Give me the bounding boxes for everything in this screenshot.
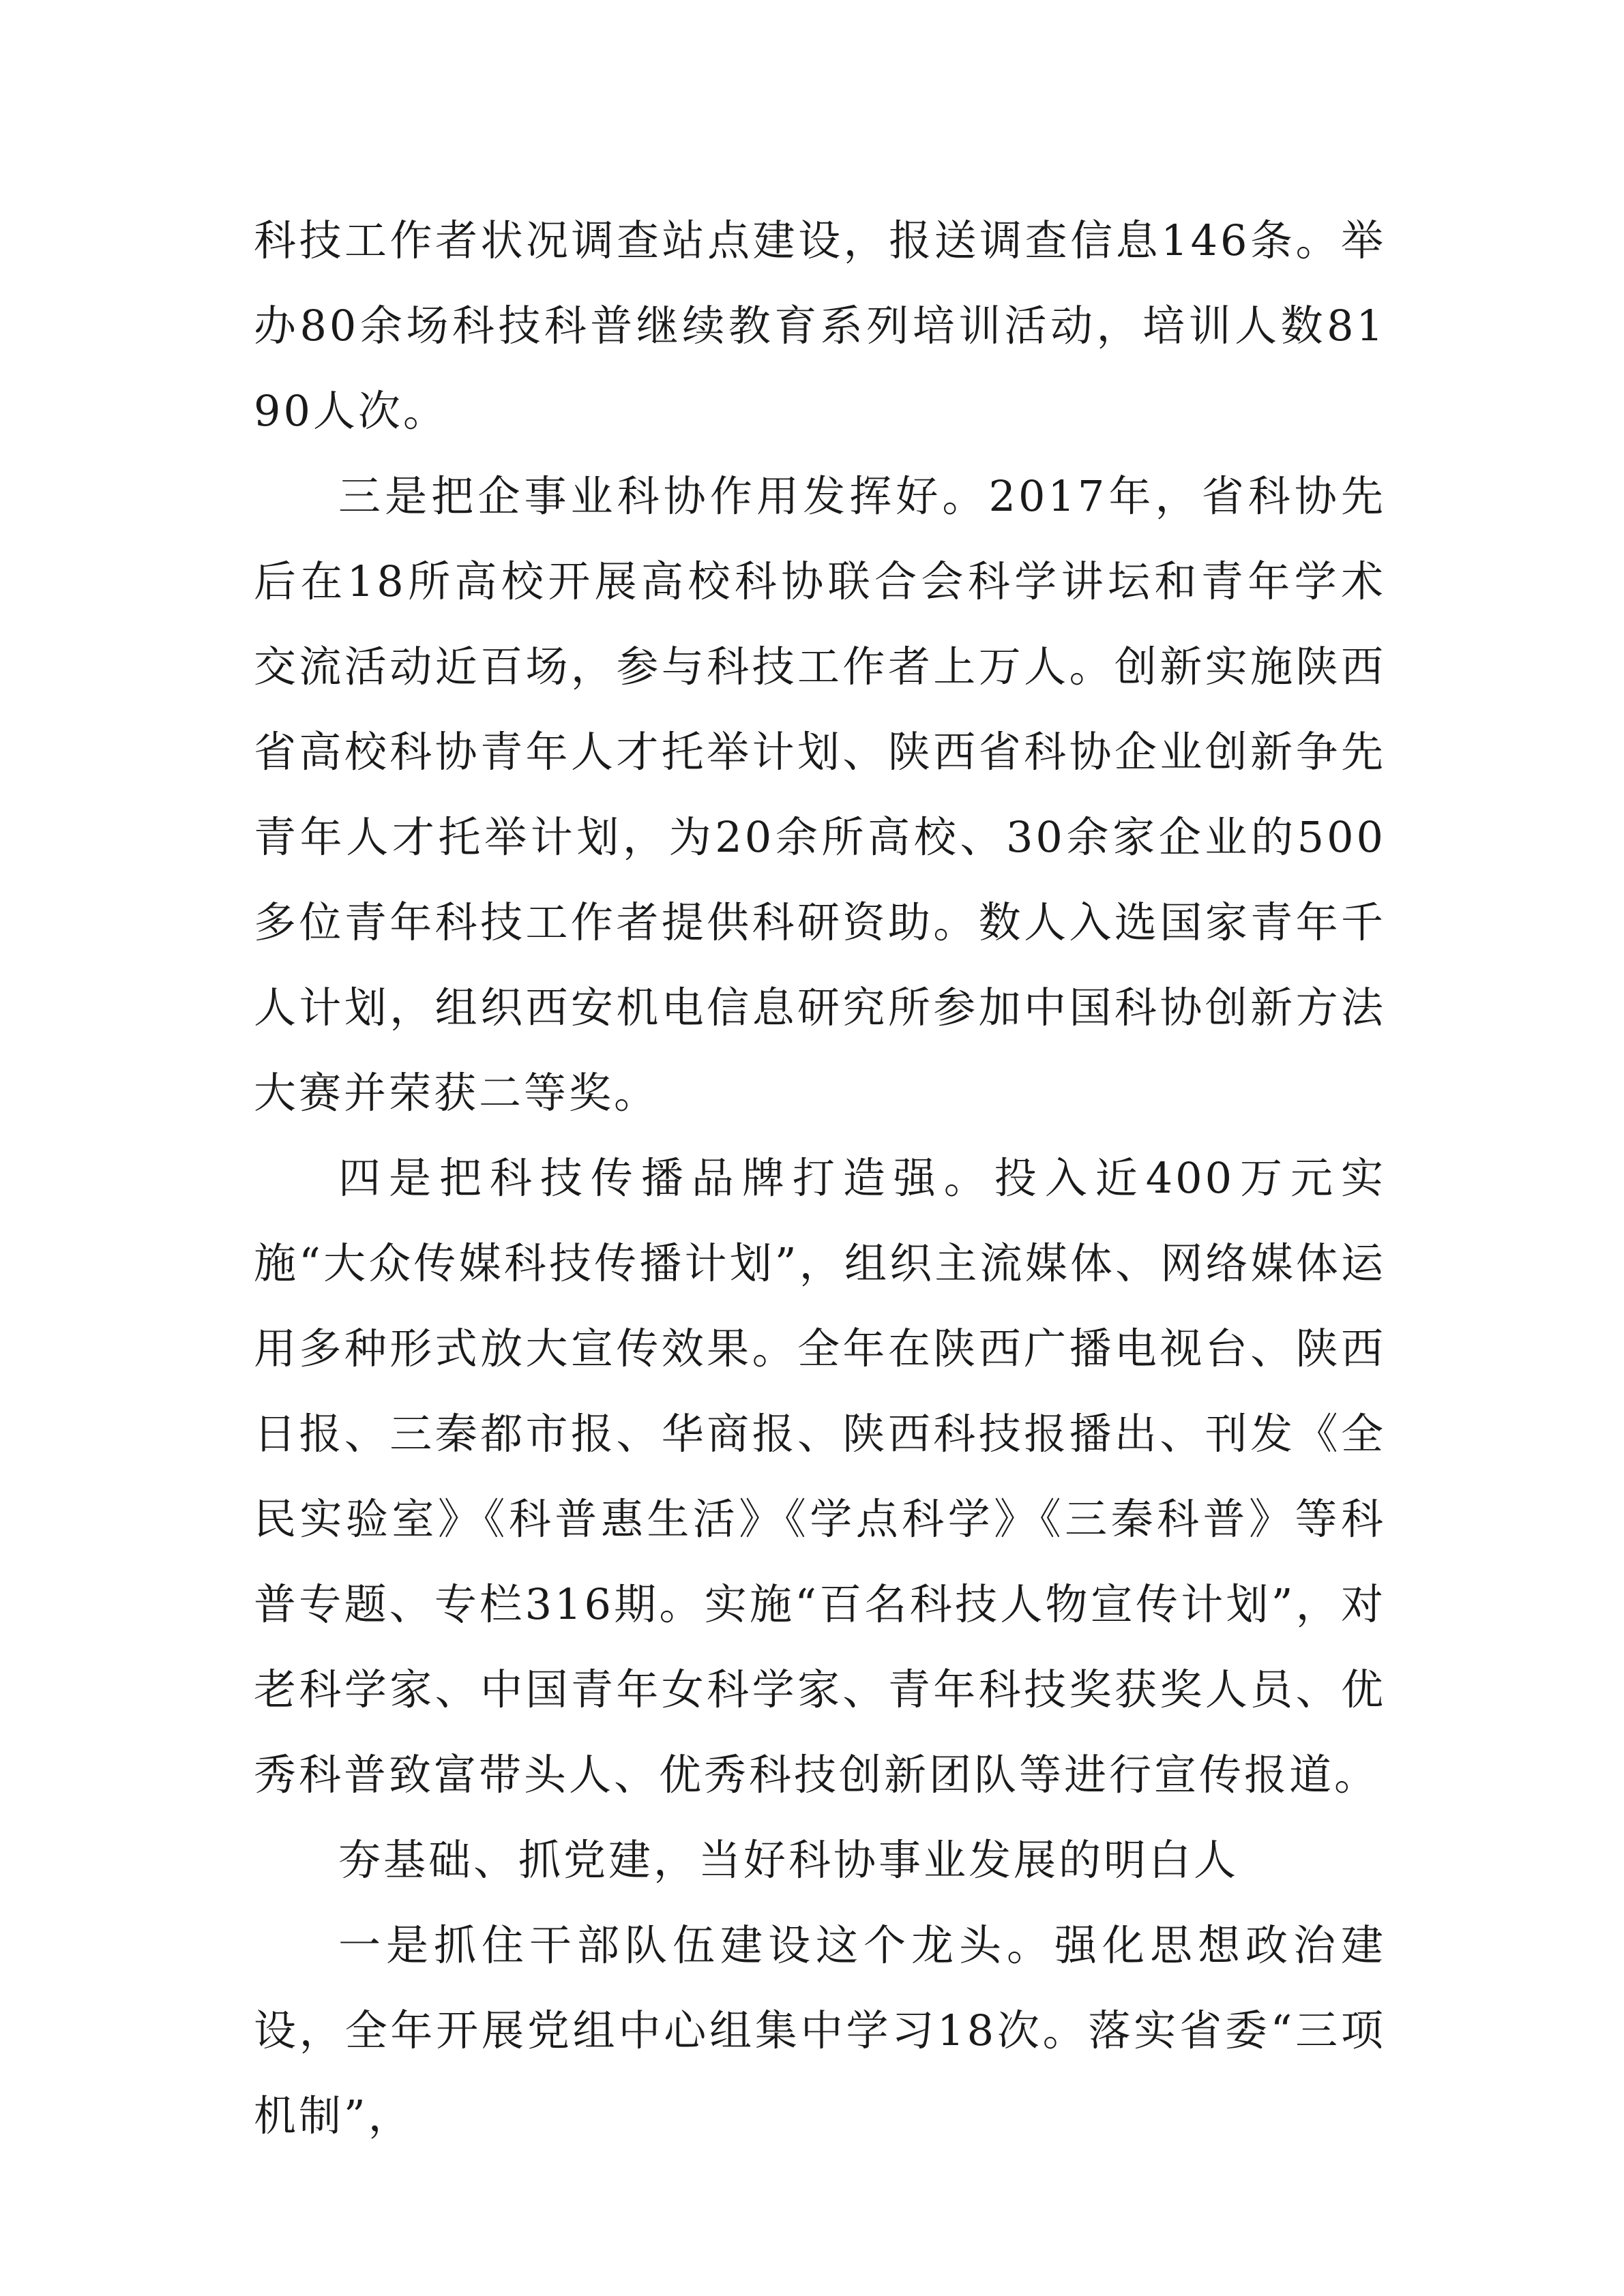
- paragraph-survey-training: 科技工作者状况调查站点建设，报送调查信息146条。举办80余场科技科普继续教育系列培训活动，培训人数8190人次。: [254, 215, 1386, 436]
- paragraph-cadre-team-building: 一是抓住干部队伍建设这个龙头。强化思想政治建设，全年开展党组中心组集中学习18次。落实省委“三项机制”，: [254, 1920, 1386, 2141]
- paragraph-science-communication-brand: 四是把科技传播品牌打造强。投入近400万元实施“大众传媒科技传播计划”，组织主流媒体、网络媒体运用多种形式放大宣传效果。全年在陕西广播电视台、陕西日报、三秦都市报、华商报、陕西科技报播出、刊发《全民实验室》《科普惠生活》《学点科学》《三秦科普》等科普专题、专栏316期。实施“百名科技人物宣传计划”，对老科学家、中国青年女科学家、青年科技奖获奖人员、优秀科普致富带头人、优秀科技创新团队等进行宣传报道。: [254, 1153, 1386, 1800]
- paragraph-enterprise-science-association: 三是把企事业科协作用发挥好。2017年，省科协先后在18所高校开展高校科协联合会科学讲坛和青年学术交流活动近百场，参与科技工作者上万人。创新实施陕西省高校科协青年人才托举计划、陕西省科协企业创新争先青年人才托举计划，为20余所高校、30余家企业的500多位青年科技工作者提供科研资助。数人入选国家青年千人计划，组织西安机电信息研究所参加中国科协创新方法大赛并荣获二等奖。: [254, 471, 1386, 1118]
- section-heading-party-building: 夯基础、抓党建，当好科协事业发展的明白人: [338, 1835, 1239, 1885]
- document-body: [254, 198, 1386, 2158]
